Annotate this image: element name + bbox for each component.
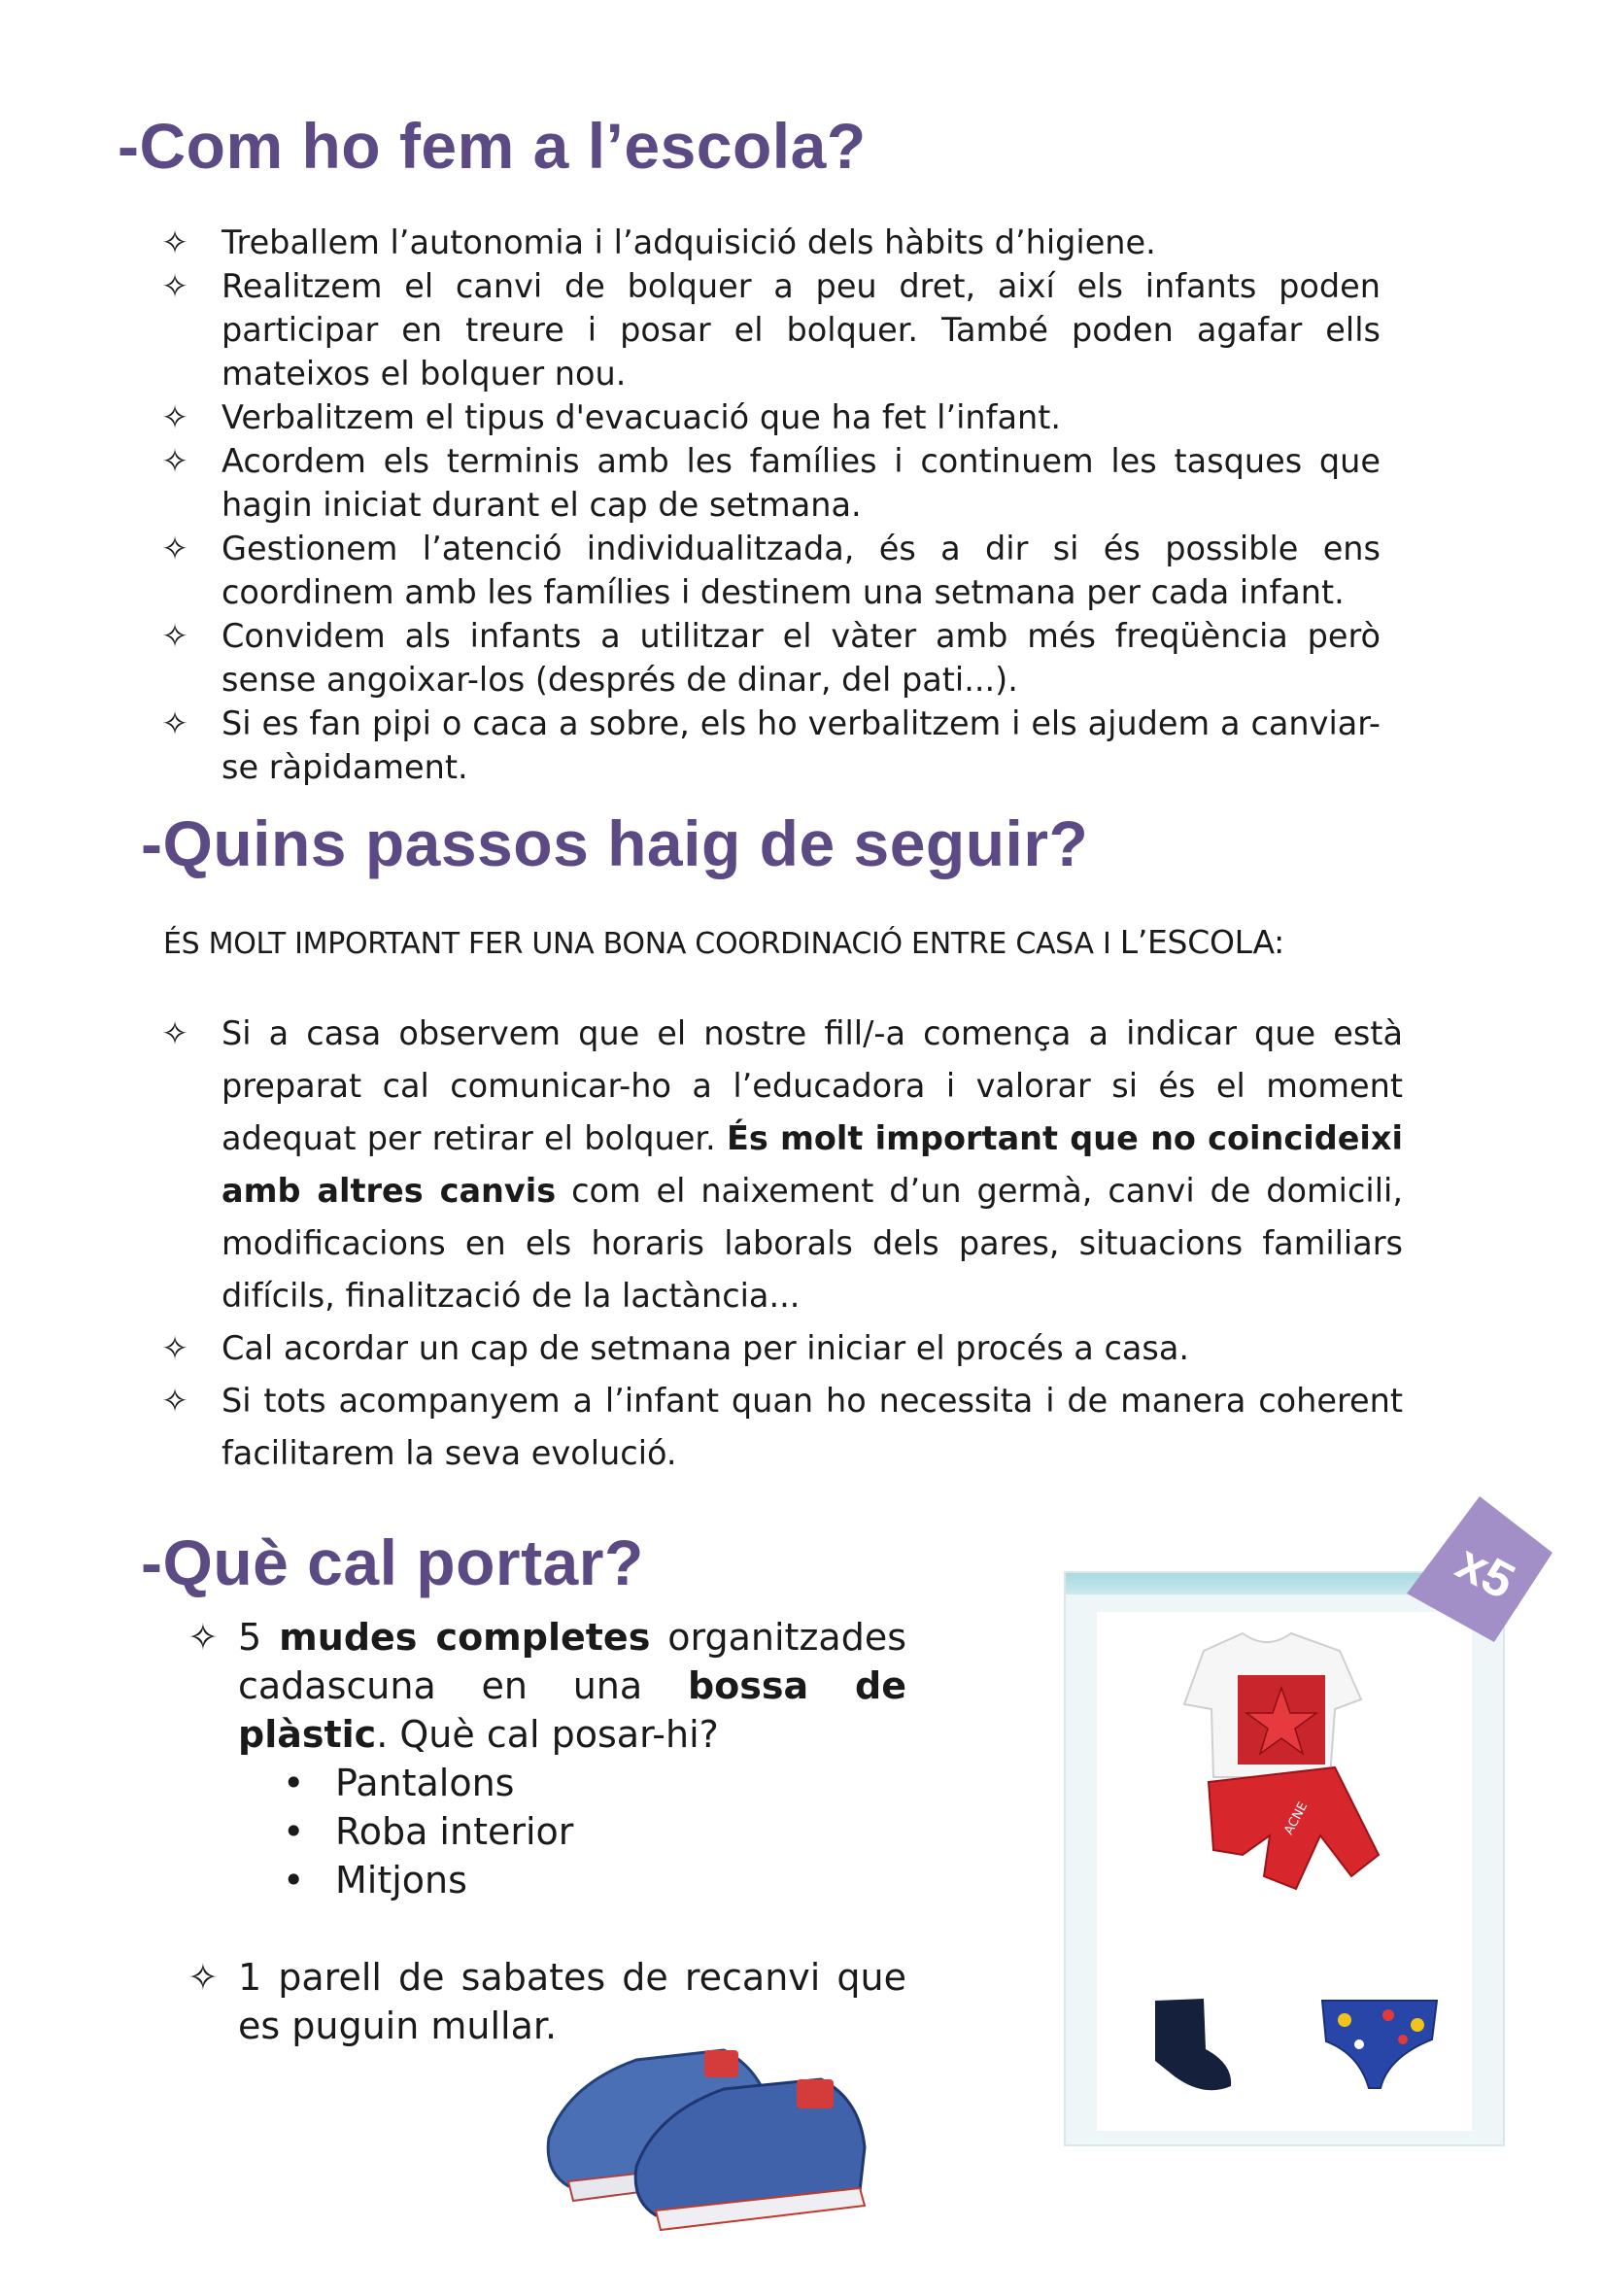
list-item-text: Gestionem l’atenció individualitzada, és a dir si és possible ens coordinem amb les famílies i destinem una setmana per cada infant. [222,530,1381,611]
coordination-intro [163,923,1284,961]
clothes-illustration [1097,1612,1472,2131]
list-item-text: Si es fan pipi o caca a sobre, els ho verbalitzem i els ajudem a canviar-se ràpidament. [222,704,1381,786]
section-title-bring: -Què cal portar? [141,1526,644,1598]
list-item [161,1322,1403,1375]
list-item-text: Acordem els terminis amb les famílies i continuem les tasques que hagin iniciat durant el cap de setmana. [222,442,1381,524]
bag-contents [1097,1612,1472,2131]
sparkle-star-icon: ✧ [161,530,189,567]
list-item [161,221,1381,264]
list-item [161,702,1381,789]
sparkle-star-icon: ✧ [161,398,189,436]
list-item [161,1375,1403,1480]
list-item-text: Cal acordar un cap de setmana per iniciar el procés a casa. [222,1329,1190,1367]
intro-emphasis: L’ESCOLA: [1119,923,1284,961]
quantity-badge [1407,1496,1552,1642]
badge-label: x5 [1447,1534,1524,1611]
underpants-icon [1322,2001,1437,2088]
svg-text:ACNE: ACNE [1281,1799,1312,1837]
sparkle-star-icon: ✧ [161,617,189,655]
sock-icon [1155,1999,1231,2090]
sparkle-star-icon: ✧ [161,704,189,742]
intro-text: ÉS MOLT IMPORTANT FER UNA BONA COORDINACIÓ ENTRE CASA I [163,927,1120,961]
sublist-item: • Roba interior [283,1807,906,1856]
list-item-text: Si tots acompanyem a l’infant quan ho necessita i de manera coherent facilitarem la seva evolució. [222,1382,1403,1472]
sparkle-star-icon: ✧ [188,1956,219,1999]
sparkle-star-icon: ✧ [161,267,189,305]
list-item-text: Verbalitzem el tipus d'evacuació que ha fet l’infant. [222,398,1061,436]
list-item [161,614,1381,702]
shorts-icon [1209,1767,1379,1889]
steps-list [161,1008,1403,1480]
sublist-item: • Mitjons [283,1856,906,1904]
sandals-icon [529,1992,908,2235]
list-item-text: com el naixement d’un germà, canvi de domicili, modificacions en els horaris laborals dels pares, situacions familiars difícils, finalització de la lactància... [222,1172,1403,1315]
list-item-text: Realitzem el canvi de bolquer a peu dret, així els infants poden participar en treure i posar el bolquer. També poden agafar ells mateixos el bolquer nou. [222,267,1381,393]
list-item [161,439,1381,527]
tshirt-icon [1184,1633,1361,1777]
bullet-dot: • [283,1762,305,1804]
bullet-dot: • [283,1859,305,1902]
list-item-text: Treballem l’autonomia i l’adquisició dels hàbits d’higiene. [222,223,1156,261]
school-practices-list [161,221,1381,789]
sparkle-star-icon: ✧ [161,1329,189,1367]
list-item [161,395,1381,439]
section-title-steps: -Quins passos haig de seguir? [141,807,1089,879]
sandals-image [529,1992,908,2235]
clothes-sublist [188,1759,906,1904]
list-item [188,1613,906,1953]
bring-list [188,1613,906,2050]
list-item-text: 5 [238,1616,280,1659]
list-item-text: 1 parell de sabates de recanvi que es puguin mullar. [238,1956,906,2047]
list-item-bold: És molt important que no coincideixi amb altres canvis [222,1119,1403,1210]
list-item-text: Convidem als infants a utilitzar el vàter amb més freqüència però sense angoixar-los (després de dinar, del pati...). [222,617,1381,699]
list-item [161,527,1381,614]
sparkle-star-icon: ✧ [188,1616,219,1659]
list-item [161,1008,1403,1322]
sparkle-star-icon: ✧ [161,1014,189,1052]
list-item-text: organitzades cadascuna en una [238,1616,906,1707]
sublist-item: • Pantalons [283,1759,906,1807]
list-item [161,264,1381,395]
sparkle-star-icon: ✧ [161,223,189,261]
bullet-dot: • [283,1810,305,1853]
list-item-bold: mudes completes [279,1616,651,1659]
list-item-text: . Què cal posar-hi? [376,1713,719,1756]
plastic-bag-image [1064,1571,1505,2146]
sparkle-star-icon: ✧ [161,1382,189,1420]
sparkle-star-icon: ✧ [161,442,189,480]
section-title-school: -Com ho fem a l’escola? [118,110,867,182]
list-item-bold: bossa de plàstic [238,1664,907,1756]
list-item-text: Si a casa observem que el nostre fill/-a comença a indicar que està preparat cal comunicar-ho a l’educadora i valorar si és el moment adequat per retirar el bolquer. [222,1014,1403,1157]
